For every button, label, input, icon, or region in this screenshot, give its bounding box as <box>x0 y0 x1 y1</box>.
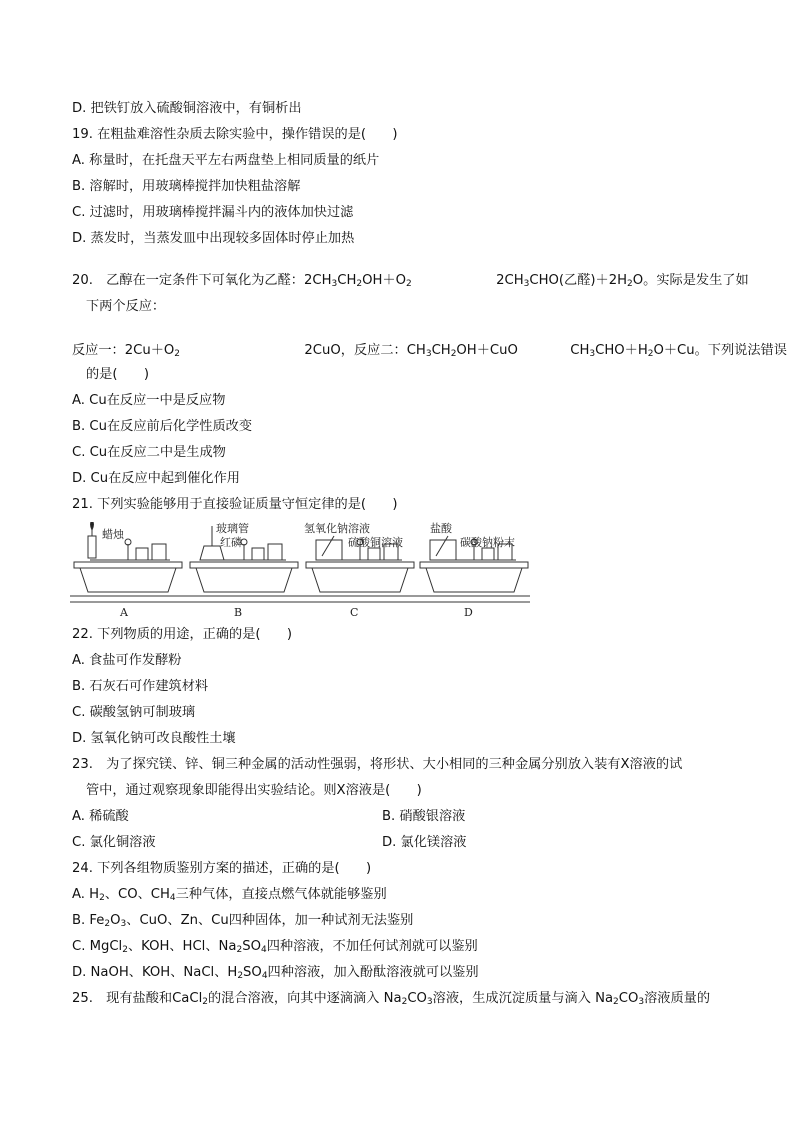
q21-stem: 21. 下列实验能够用于直接验证质量守恒定律的是( ) <box>72 497 398 512</box>
q20-reactions: 反应一：$2Cu+O_2$ 2CuO，反应二：$CH_3CH_2OH+CuO$ $CH_3CHO+H_2O+Cu$。下列说法错误 <box>72 343 787 359</box>
q23-option-d: D. 氯化镁溶液 <box>382 835 467 850</box>
q24-option-a: A. $H_2$、CO、$CH_4$三种气体，直接点燃气体就能够鉴别 <box>72 887 387 903</box>
balance-b <box>186 526 304 602</box>
q22-option-c: C. 碳酸氢钠可制玻璃 <box>72 705 196 720</box>
q23-option-c: C. 氯化铜溶液 <box>72 835 156 850</box>
q19-option-c: C. 过滤时，用玻璃棒搅拌漏斗内的液体加快过滤 <box>72 205 354 220</box>
q22-option-a: A. 食盐可作发酵粉 <box>72 653 182 668</box>
label-na2co3-powder: 碳酸钠粉末 <box>460 536 515 549</box>
q19-option-d: D. 蒸发时，当蒸发皿中出现较多固体时停止加热 <box>72 231 355 246</box>
option-label-d: D <box>464 606 473 619</box>
q24-stem: 24. 下列各组物质鉴别方案的描述，正确的是( ) <box>72 861 372 876</box>
label-naoh-solution: 氢氧化钠溶液 <box>304 522 370 535</box>
label-red-phosphorus: 红磷 <box>220 536 242 549</box>
option-label-c: C <box>350 606 359 619</box>
option-label-a: A <box>120 606 128 619</box>
q20-option-b: B. Cu在反应前后化学性质改变 <box>72 419 253 434</box>
label-cuso4-solution: 硫酸铜溶液 <box>348 536 403 549</box>
label-glass-tube: 玻璃管 <box>216 522 249 535</box>
q24-option-d: D. NaOH、KOH、NaCl、$H_2SO_4$四种溶液，加入酚酞溶液就可以鉴别 <box>72 965 479 981</box>
q20-option-a: A. Cu在反应一中是反应物 <box>72 393 226 408</box>
q22-option-d: D. 氢氧化钠可改良酸性土壤 <box>72 731 236 746</box>
q25-stem: 25. 现有盐酸和CaCl$_2$的混合溶液，向其中逐滴滴入 $Na_2CO_3$溶液，生成沉淀质量与滴入 $Na_2CO_3$溶液质量的 <box>72 991 711 1007</box>
q19-option-a: A. 称量时，在托盘天平左右两盘垫上相同质量的纸片 <box>72 153 380 168</box>
q20-stem-line2: 下两个反应： <box>86 299 166 314</box>
q22-option-b: B. 石灰石可作建筑材料 <box>72 679 209 694</box>
q19-stem: 19. 在粗盐难溶性杂质去除实验中，操作错误的是( ) <box>72 127 398 142</box>
balance-a <box>70 522 188 602</box>
q21-balance-figure <box>70 522 530 620</box>
option-label-b: B <box>234 606 243 619</box>
q20-stem: 20. 乙醇在一定条件下可氧化为乙醛：$2CH_3CH_2OH+O_2$ $2CH_3CHO$(乙醛)$+2H_2O$。实际是发生了如 <box>72 273 749 289</box>
q18-option-d: D. 把铁钉放入硫酸铜溶液中，有铜析出 <box>72 101 302 116</box>
q22-stem: 22. 下列物质的用途，正确的是( ) <box>72 627 293 642</box>
q23-option-b: B. 硝酸银溶液 <box>382 809 466 824</box>
q19-option-b: B. 溶解时，用玻璃棒搅拌加快粗盐溶解 <box>72 179 301 194</box>
q23-option-a: A. 稀硫酸 <box>72 809 129 824</box>
q24-option-b: B. $Fe_2O_3$、CuO、Zn、Cu四种固体，加一种试剂无法鉴别 <box>72 913 414 929</box>
q24-option-c: C. MgCl$_2$、KOH、HCl、$Na_2SO_4$四种溶液，不加任何试剂就可以鉴别 <box>72 939 478 955</box>
label-candle: 蜡烛 <box>102 528 124 541</box>
q23-options-row2 <box>72 834 467 852</box>
q23-options-row1 <box>72 808 466 826</box>
q23-stem: 23. 为了探究镁、锌、铜三种金属的活动性强弱，将形状、大小相同的三种金属分别放入装有X溶液的试 <box>72 757 683 772</box>
q20-option-c: C. Cu在反应二中是生成物 <box>72 445 226 460</box>
q20-stem-line4: 的是( ) <box>86 367 150 382</box>
q20-option-d: D. Cu在反应中起到催化作用 <box>72 471 240 486</box>
q23-stem-line2: 管中，通过观察现象即能得出实验结论。则X溶液是( ) <box>86 783 422 798</box>
label-hydrochloric-acid: 盐酸 <box>430 522 452 535</box>
